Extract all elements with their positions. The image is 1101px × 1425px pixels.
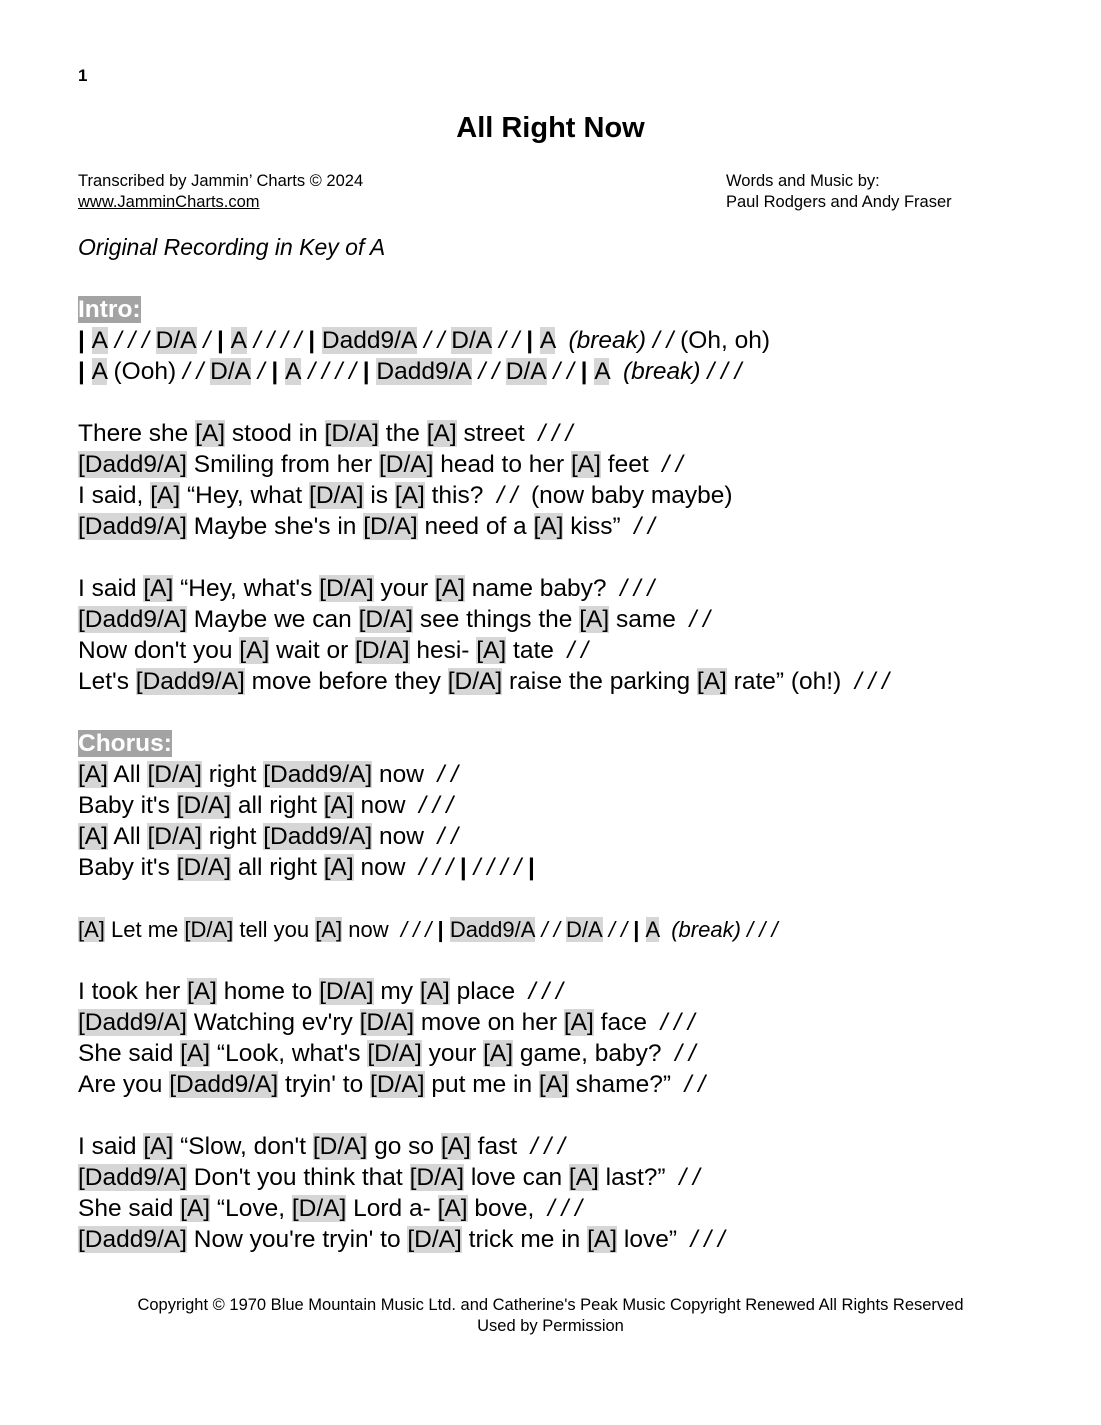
chord: D/A <box>566 917 603 942</box>
sheet-line <box>78 449 1078 480</box>
beat-slashes: / / / <box>394 917 438 942</box>
words-music-label: Words and Music by: <box>726 172 880 190</box>
chord: [A] <box>563 1009 594 1036</box>
copyright-notice: Copyright © 1970 Blue Mountain Music Ltd. and Catherine's Peak Music Copyright Renewed All Rights Reserved <box>137 1296 964 1314</box>
sheet-line <box>78 914 1078 945</box>
lyric-text: Baby it's <box>78 792 177 819</box>
chord: [D/A] <box>409 1164 465 1191</box>
chord: Dadd9/A <box>449 917 536 942</box>
page-number: 1 <box>78 66 88 85</box>
transcribed-by: Transcribed by Jammin’ Charts © 2024 <box>78 172 364 190</box>
sheet-line <box>78 759 1078 790</box>
sheet-line <box>78 1193 1078 1224</box>
section-heading: Chorus: <box>78 730 172 757</box>
sheet-line <box>78 666 1078 697</box>
chord: [D/A] <box>312 1133 368 1160</box>
lyric-text: “Hey, what's <box>173 575 320 602</box>
lyric-text: Are you <box>78 1071 170 1098</box>
performance-note: (break) <box>568 327 647 354</box>
chord: [A] <box>568 1164 599 1191</box>
chord: [A] <box>78 823 108 850</box>
chord: [D/A] <box>370 1071 425 1098</box>
sheet-line <box>78 821 1078 852</box>
chord: [A] <box>437 1195 468 1222</box>
beat-slashes: / / <box>560 637 588 664</box>
lyric-text: She said <box>78 1195 181 1222</box>
beat-slashes: / <box>196 327 217 354</box>
blank-line <box>78 387 1078 418</box>
lyric-text: last?” <box>598 1164 673 1191</box>
permission-notice: Used by Permission <box>477 1317 624 1335</box>
section-heading: Intro: <box>78 296 141 323</box>
lyric-text: my <box>373 978 420 1005</box>
lyric-text: “Look, what's <box>210 1040 368 1067</box>
lyric-text: feet <box>600 451 656 478</box>
bar-line: | <box>216 327 231 354</box>
beat-slashes: / / <box>682 606 710 633</box>
blank-line <box>78 945 1078 976</box>
beat-slashes: / / / / <box>473 854 529 881</box>
beat-slashes: / / <box>602 917 634 942</box>
lyric-text: love can <box>464 1164 569 1191</box>
beat-slashes: / / / <box>740 917 778 942</box>
chord: [A] <box>143 1133 174 1160</box>
lyric-text: Let me <box>104 917 185 942</box>
chord: [A] <box>323 792 354 819</box>
chord: [D/A] <box>447 668 503 695</box>
beat-slashes: / / <box>668 1040 696 1067</box>
lyric-text: Now don't you <box>78 637 240 664</box>
chord: A <box>285 358 302 385</box>
lyric-text: place <box>449 978 522 1005</box>
chord-sheet <box>78 294 1078 1255</box>
lyric-text: I said <box>78 575 144 602</box>
beat-slashes: / / <box>672 1164 700 1191</box>
lyric-text: head to her <box>433 451 571 478</box>
sheet-line <box>78 728 1078 759</box>
lyric-text: All <box>107 761 148 788</box>
sheet-line <box>78 1131 1078 1162</box>
lyric-text: go so <box>367 1133 441 1160</box>
bar-line: | <box>78 358 92 385</box>
chord: [Dadd9/A] <box>263 761 373 788</box>
beat-slashes: / / <box>176 358 211 385</box>
lyric-text: see things the <box>413 606 580 633</box>
chord: A <box>645 917 659 942</box>
lyric-text: right <box>201 823 264 850</box>
lyric-text: bove, <box>467 1195 542 1222</box>
chord: [D/A] <box>363 513 418 540</box>
chord: [Dadd9/A] <box>78 1226 187 1253</box>
chord: [A] <box>315 917 343 942</box>
chord: [A] <box>394 482 425 509</box>
lyric-text: tell you <box>233 917 316 942</box>
chord: [Dadd9/A] <box>78 606 187 633</box>
blank-line <box>78 883 1078 914</box>
sheet-line <box>78 1069 1078 1100</box>
lyric-text: She said <box>78 1040 181 1067</box>
beat-slashes: / / <box>430 823 458 850</box>
lyric-text: right <box>201 761 264 788</box>
chord: [A] <box>587 1226 618 1253</box>
beat-slashes: / / / <box>521 978 563 1005</box>
website-link[interactable]: www.JamminCharts.com <box>78 193 260 211</box>
beat-slashes: / / <box>490 482 525 509</box>
sheet-line <box>78 418 1078 449</box>
chord: [Dadd9/A] <box>263 823 373 850</box>
chord: [A] <box>180 1195 211 1222</box>
bar-line: | <box>362 358 377 385</box>
lyric-text: Maybe she's in <box>186 513 364 540</box>
lyric-text <box>659 917 671 942</box>
chord: [A] <box>579 606 610 633</box>
lyric-text: love” <box>617 1226 684 1253</box>
lyric-text: All <box>107 823 148 850</box>
lyric-text: Now you're tryin' to <box>186 1226 408 1253</box>
lyric-text: “Love, <box>210 1195 292 1222</box>
chord: [Dadd9/A] <box>78 513 187 540</box>
chord: D/A <box>210 358 251 385</box>
chord: [A] <box>186 978 217 1005</box>
chord: [Dadd9/A] <box>78 1009 187 1036</box>
chord: [Dadd9/A] <box>135 668 245 695</box>
lyric-text: stood in <box>225 420 325 447</box>
lyric-text: all right <box>231 854 324 881</box>
lyric-text: move on her <box>414 1009 564 1036</box>
lyric-text: Let's <box>78 668 136 695</box>
bar-line: | <box>78 327 92 354</box>
blank-line <box>78 697 1078 728</box>
chord: [D/A] <box>176 792 232 819</box>
bar-line: | <box>308 327 322 354</box>
lyric-text: is <box>363 482 395 509</box>
chord: [A] <box>483 1040 514 1067</box>
lyric-text: rate” (oh!) <box>726 668 849 695</box>
lyric-text <box>555 327 569 354</box>
chord: [A] <box>434 575 465 602</box>
chord: [A] <box>426 420 457 447</box>
chord: A <box>91 327 109 354</box>
chord: [A] <box>570 451 601 478</box>
beat-slashes: / / <box>430 761 458 788</box>
sheet-line <box>78 604 1078 635</box>
lyric-text: name baby? <box>464 575 614 602</box>
chord: [A] <box>239 637 270 664</box>
chord: A <box>230 327 247 354</box>
chord: [A] <box>195 420 226 447</box>
lyric-text: need of a <box>417 513 534 540</box>
bar-line: | <box>528 854 535 881</box>
chord: [A] <box>143 575 174 602</box>
lyric-text: now <box>372 823 431 850</box>
chord: [D/A] <box>407 1226 462 1253</box>
lyric-text: put me in <box>424 1071 539 1098</box>
lyric-text: (now baby maybe) <box>524 482 733 509</box>
beat-slashes: / / <box>417 327 452 354</box>
chord: [D/A] <box>378 451 434 478</box>
lyric-text: (Oh, oh) <box>680 327 771 354</box>
beat-slashes: / / <box>471 358 506 385</box>
lyric-text: move before they <box>244 668 448 695</box>
lyric-text: Maybe we can <box>186 606 359 633</box>
lyric-text: I took her <box>78 978 187 1005</box>
chord: [D/A] <box>147 761 202 788</box>
lyric-text: tate <box>506 637 561 664</box>
lyric-text: the <box>379 420 427 447</box>
chord: A <box>91 358 107 385</box>
chord: [D/A] <box>291 1195 347 1222</box>
song-title: All Right Now <box>456 112 645 144</box>
lyric-text: wait or <box>269 637 356 664</box>
beat-slashes: / / / <box>653 1009 695 1036</box>
lyric-text: Smiling from her <box>186 451 379 478</box>
sheet-line <box>78 1162 1078 1193</box>
chord: [D/A] <box>367 1040 422 1067</box>
beat-slashes: / / <box>535 917 566 942</box>
chord: [A] <box>419 978 450 1005</box>
chord: [D/A] <box>359 1009 415 1036</box>
beat-slashes: / / / / <box>301 358 363 385</box>
beat-slashes: / / / <box>683 1226 725 1253</box>
chord: [D/A] <box>324 420 379 447</box>
bar-line: | <box>580 358 595 385</box>
lyric-text: now <box>353 854 413 881</box>
chord: A <box>539 327 555 354</box>
beat-slashes: / / / <box>531 420 573 447</box>
beat-slashes: / / / / <box>246 327 309 354</box>
chord: [Dadd9/A] <box>169 1071 279 1098</box>
lyric-text: street <box>456 420 532 447</box>
lyric-text: “Hey, what <box>180 482 310 509</box>
lyric-text: face <box>593 1009 654 1036</box>
sheet-line <box>78 790 1078 821</box>
beat-slashes: / / / <box>613 575 655 602</box>
original-key: Original Recording in Key of A <box>78 234 386 260</box>
beat-slashes: / <box>251 358 272 385</box>
bar-line: | <box>437 917 450 942</box>
lyric-text: all right <box>231 792 324 819</box>
chord: A <box>594 358 610 385</box>
lyric-text: hesi- <box>409 637 477 664</box>
chord: [A] <box>696 668 727 695</box>
chord: [A] <box>533 513 564 540</box>
lyric-text: Don't you think that <box>186 1164 410 1191</box>
chord: Dadd9/A <box>376 358 472 385</box>
lyric-text: Baby it's <box>78 854 177 881</box>
lyric-text: game, baby? <box>513 1040 669 1067</box>
lyric-text: shame?” <box>568 1071 678 1098</box>
bar-line: | <box>271 358 286 385</box>
chord: [D/A] <box>147 823 202 850</box>
chord: [Dadd9/A] <box>78 451 187 478</box>
lyric-text: trick me in <box>461 1226 588 1253</box>
chord: Dadd9/A <box>321 327 418 354</box>
chord: [A] <box>78 761 108 788</box>
lyric-text: your <box>373 575 435 602</box>
beat-slashes: / / / <box>700 358 742 385</box>
lyric-text: I said <box>78 1133 144 1160</box>
performance-note: (break) <box>622 358 701 385</box>
beat-slashes: / / / <box>848 668 889 695</box>
beat-slashes: / / <box>677 1071 706 1098</box>
sheet-line <box>78 976 1078 1007</box>
lyric-text: I said, <box>78 482 151 509</box>
lyric-text: now <box>372 761 431 788</box>
chord: [A] <box>440 1133 471 1160</box>
beat-slashes: / / / <box>523 1133 565 1160</box>
lyric-text: now <box>353 792 413 819</box>
lyric-text: There she <box>78 420 196 447</box>
sheet-line <box>78 1224 1078 1255</box>
sheet-line <box>78 573 1078 604</box>
authors: Paul Rodgers and Andy Fraser <box>726 193 952 211</box>
lyric-text: (Ooh) <box>106 358 177 385</box>
bar-line: | <box>459 854 474 881</box>
chord: D/A <box>505 358 547 385</box>
sheet-line <box>78 356 1078 387</box>
beat-slashes: / / / <box>541 1195 582 1222</box>
lyric-text: now <box>342 917 395 942</box>
lyric-text: raise the parking <box>502 668 697 695</box>
lyric-text: tryin' to <box>278 1071 371 1098</box>
chord: [D/A] <box>184 917 234 942</box>
chord: [A] <box>538 1071 569 1098</box>
beat-slashes: / / <box>627 513 655 540</box>
beat-slashes: / / <box>492 327 527 354</box>
chord: [D/A] <box>176 854 232 881</box>
chord: [D/A] <box>319 575 374 602</box>
sheet-line <box>78 852 1078 883</box>
lyric-text: Watching ev'ry <box>186 1009 360 1036</box>
sheet-line <box>78 1007 1078 1038</box>
sheet-line <box>78 480 1078 511</box>
bar-line: | <box>633 917 646 942</box>
beat-slashes: / / / <box>108 327 156 354</box>
bar-line: | <box>526 327 540 354</box>
sheet-line <box>78 325 1078 356</box>
chord: [A] <box>180 1040 211 1067</box>
chord: [D/A] <box>319 978 374 1005</box>
blank-line <box>78 542 1078 573</box>
sheet-line <box>78 511 1078 542</box>
lyric-text: home to <box>216 978 320 1005</box>
beat-slashes: / / / <box>412 854 460 881</box>
lyric-text: Lord a- <box>346 1195 438 1222</box>
chord: [A] <box>150 482 181 509</box>
lyric-text: same <box>609 606 683 633</box>
blank-line <box>78 1100 1078 1131</box>
transcription-credits <box>78 171 363 213</box>
chord: [D/A] <box>309 482 364 509</box>
beat-slashes: / / <box>655 451 683 478</box>
lyric-text: this? <box>424 482 491 509</box>
chord: [A] <box>323 854 354 881</box>
sheet-line <box>78 1038 1078 1069</box>
sheet-line <box>78 294 1078 325</box>
performance-note: (break) <box>671 917 741 942</box>
chord: [A] <box>476 637 507 664</box>
chord: [Dadd9/A] <box>78 1164 187 1191</box>
lyric-text: your <box>421 1040 484 1067</box>
songwriter-credits <box>726 171 952 213</box>
chord: D/A <box>451 327 493 354</box>
beat-slashes: / / / <box>412 792 454 819</box>
chord: D/A <box>155 327 197 354</box>
chord: [D/A] <box>358 606 414 633</box>
chord: [D/A] <box>355 637 410 664</box>
lyric-text: kiss” <box>563 513 628 540</box>
lyric-text: fast <box>470 1133 524 1160</box>
chord: [A] <box>78 917 105 942</box>
sheet-line <box>78 635 1078 666</box>
beat-slashes: / / <box>646 327 681 354</box>
lyric-text <box>609 358 623 385</box>
footer <box>0 1295 1101 1337</box>
lyric-text: “Slow, don't <box>173 1133 313 1160</box>
beat-slashes: / / <box>546 358 581 385</box>
